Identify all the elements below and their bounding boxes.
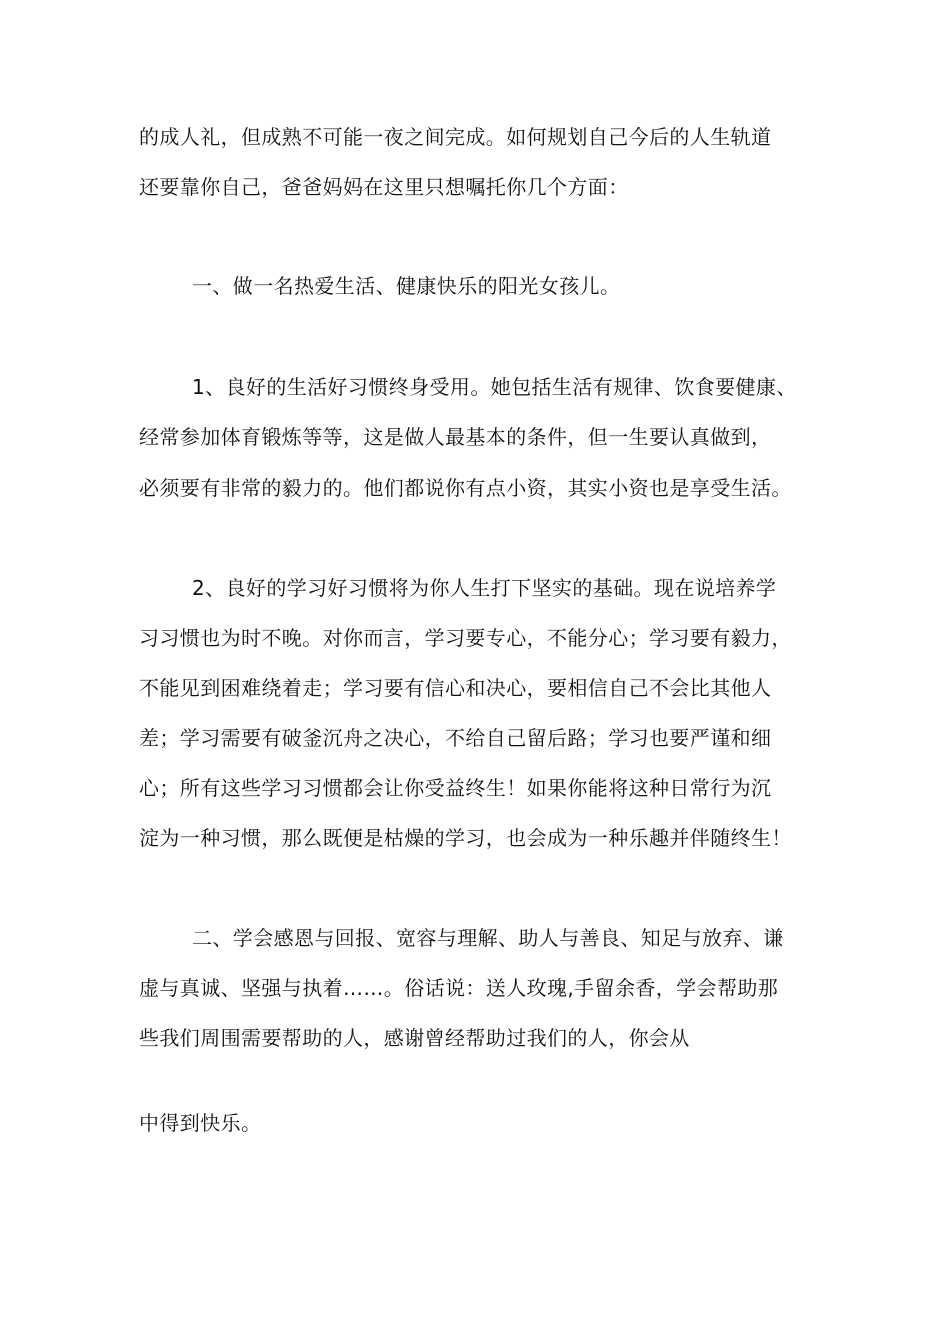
section-heading-2-line-1: 二、学会感恩与回报、宽容与理解、助人与善良、知足与放弃、谦 — [192, 926, 784, 950]
item-2-line-6: 淀为一种习惯，那么既便是枯燥的学习，也会成为一种乐趣并伴随终生！ — [139, 826, 792, 850]
item-2-line-4: 差；学习需要有破釜沉舟之决心，不给自己留后路；学习也要严谨和细 — [139, 726, 772, 750]
section-2-line-3: 些我们周围需要帮助的人，感谢曾经帮助过我们的人，你会从 — [139, 1026, 690, 1050]
item-2-line-3: 不能见到困难绕着走；学习要有信心和决心，要相信自己不会比其他人 — [139, 676, 772, 700]
item-2-line-5: 心；所有这些学习习惯都会让你受益终生！如果你能将这种日常行为沉 — [139, 776, 772, 800]
item-2-line-1: 2、良好的学习好习惯将为你人生打下坚实的基础。现在说培养学 — [192, 576, 777, 600]
paragraph-intro-line-2: 还要靠你自己，爸爸妈妈在这里只想嘱托你几个方面： — [139, 175, 629, 199]
item-1-line-1: 1、良好的生活好习惯终身受用。她包括生活有规律、饮食要健康、 — [192, 375, 797, 399]
item-1-line-2: 经常参加体育锻炼等等，这是做人最基本的条件，但一生要认真做到， — [139, 425, 772, 449]
section-2-line-2: 虚与真诚、坚强与执着……。俗话说：送人玫瑰,手留余香，学会帮助那 — [139, 976, 779, 1000]
paragraph-intro-line-1: 的成人礼，但成熟不可能一夜之间完成。如何规划自己今后的人生轨道 — [139, 125, 772, 149]
section-heading-1: 一、做一名热爱生活、健康快乐的阳光女孩儿。 — [192, 274, 621, 298]
item-2-line-2: 习习惯也为时不晚。对你而言，学习要专心，不能分心；学习要有毅力， — [139, 626, 792, 650]
section-2-line-4: 中得到快乐。 — [139, 1111, 262, 1135]
item-1-line-3: 必须要有非常的毅力的。他们都说你有点小资，其实小资也是享受生活。 — [139, 476, 792, 500]
